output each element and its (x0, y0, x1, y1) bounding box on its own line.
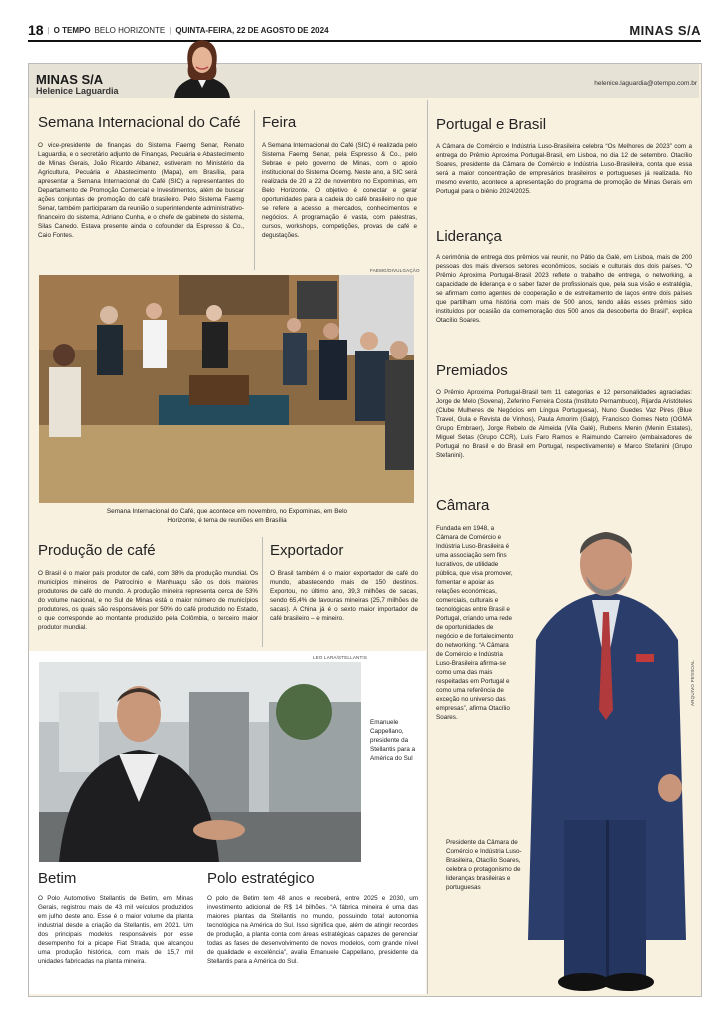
meeting-photo (39, 275, 414, 503)
article-semana-body: O vice-presidente de finanças do Sistema Faemg Senar, Renato Laguardia, e o secretário adjunto de Finanças, Pecuária e Abastecimento de Minas Gerais, João Ricardo Albanez, estiveram no Ministério da Agricultura, Pecuária e Abastecimento (Mapa), em Brasília, para apresentar a Semana Internacional do Café (SIC) a representantes do Departamento de Promoção Comercial e Investimentos, além de buscar ações conjuntas de promoção do café brasileiro. Pelo Sistema Faemg Senar, também participaram da reunião o superintendente administrativo-financeiro do sistema, Adriano Cunha, e o chefe de gabinete do sistema, Silas Canedo. Estava presente ainda o cofounder da Espresso & Co., Caio Fontes. (38, 142, 244, 239)
headline-polo: Polo estratégico (207, 870, 315, 887)
cappellano-photo (39, 662, 361, 862)
headline-lideranca: Liderança (436, 228, 502, 245)
headline-camara: Câmara (436, 497, 490, 514)
section-tag: MINAS S/A (629, 22, 701, 38)
photo-credit-meeting: FAEMG/DIVULGAÇÃO (370, 268, 420, 273)
page-number: 18 (28, 22, 44, 38)
headline-portugal: Portugal e Brasil (436, 116, 547, 133)
otacilio-photo (518, 520, 696, 992)
photo-caption-cappellano: Emanuele Cappellano, presidente da Stellantis para a América do Sul (370, 719, 416, 762)
article-betim-body: O Polo Automotivo Stellantis de Betim, em Minas Gerais, registrou mais de 43 mil veículos produzidos em julho deste ano. Esse é o maior volume da planta industrial desde a criação da Stellantis, em 2021. Um dos principais modelos responsáveis por esse desempenho foi a picape Fiat Strada, que alcançou uma produção histórica, com mais de 15,7 mil unidades fabricadas na planta mineira. (38, 895, 193, 965)
headline-exportador: Exportador (270, 542, 344, 559)
page-header (28, 21, 701, 39)
photo-credit-otacilio: ARQUIVO PESSOAL (690, 660, 695, 707)
author-email: helenice.laguardia@otempo.com.br (594, 80, 697, 87)
article-premiados-body: O Prêmio Aproxima Portugal-Brasil tem 11 categorias e 12 personalidades agraciadas: Jorge de Melo (Sovena), Zeferino Ferreira Costa (Instituto Pernambuco), Rijarda Aristóteles (Clube Mulheres de Negócios em Língua Portuguesa), Nuno Guedes Vaz Pires (Blue Travel, Gula e Revista de Vinhos), Paula Amorim (Galp), Francisco Gomes Neto (OGMA Grupo Embraer), Jorge Rebelo de Almeida (Vila Galé), Rubens Menin (Menin Estates), Miguel Setas (Grupo CCR), Luís Faro Ramos e Raimundo Carreiro (embaixadores de Portugal no Brasil e do Brasil em Portugal, respectivamente) e Marco Stefanini (Grupo Stefanini). (436, 389, 692, 459)
photo-caption-otacilio: Presidente da Câmara de Comércio e Indústria Luso-Brasileira, Otacílio Soares, celebra o protagonismo de lideranças brasileiras e portuguesas (446, 839, 522, 891)
article-polo-body: O polo de Betim tem 48 anos e receberá, entre 2025 e 2030, um investimento adicional de R$ 14 bilhões. “A fábrica mineira é uma das maiores plantas da Stellantis no mundo, possuindo total autonomia tecnológica na América do Sul. Isso significa que, além de atingir recordes de produção, a planta conta com áreas estratégicas capazes de gerenciar todas as fases de desenvolvimento de novos modelos, com grande nível de qualidade e excelência”, avalia Emanuele Cappellano, presidente da Stellantis para a América do Sul. (207, 895, 418, 965)
article-portugal-body: A Câmara de Comércio e Indústria Luso-Brasileira celebra “Os Melhores de 2023” com a entrega do Prêmio Aproxima Portugal-Brasil, em Lisboa, no dia 12 de setembro. Otacílio Soares, presidente da Câmara de Comércio e Indústria Luso-Brasileira, conta que essa será a maior concentração de empresários brasileiros e portugueses já realizada. No mesmo evento, acontece a apresentação do programa de promoção de Minas Gerais em Portugal para o biênio 2024/2025. (436, 143, 692, 195)
headline-producao: Produção de café (38, 542, 156, 559)
header-rule (28, 40, 701, 42)
page-header-left: 18 | O TEMPO BELO HORIZONTE | QUINTA-FEIRA, 22 DE AGOSTO DE 2024 (28, 22, 329, 38)
photo-credit-stellantis: LEO LARA/STELLANTIS (313, 655, 368, 660)
publication-date: QUINTA-FEIRA, 22 DE AGOSTO DE 2024 (175, 25, 329, 35)
column-divider (254, 110, 255, 270)
photo-caption-meeting: Semana Internacional do Café, que acontece em novembro, no Expominas, em Belo Horizonte, é tema de reuniões em Brasília (106, 508, 348, 524)
column-name: MINAS S/A (36, 72, 104, 87)
headline-premiados: Premiados (436, 362, 508, 379)
headline-betim: Betim (38, 870, 77, 887)
article-producao-body: O Brasil é o maior país produtor de café, com 38% da produção mundial. Os municípios mineiros de Patrocínio e Manhuaçu são os dois maiores produtores de café do mundo. A produção mineira representa cerca de 53% do volume nacional, e no Sul de Minas está o maior número de municípios produtores, os quais são responsáveis por 50% do café produzido no Estado, o que corresponde ao montante produzido pela Colômbia, o terceiro maior produtor mundial. (38, 570, 258, 631)
column-divider (262, 537, 263, 647)
column-author: Helenice Laguardia (36, 86, 119, 96)
publication-name: O TEMPO (53, 25, 91, 35)
article-feira-body: A Semana Internacional do Café (SIC) é realizada pelo Sistema Faemg Senar, pela Espresso & Co., pelo Sebrae e pelo governo de Minas, com o apoio institucional do Sistema Ocemg. Neste ano, a SIC será realizada de 20 a 22 de novembro no Expominas, em Belo Horizonte. O objetivo é conectar e gerar oportunidades para a cadeia do café brasileiro no que se refere a acesso a mercados, conhecimentos e negócios. A programação é vasta, com palestras, cursos, workshops, competições, provas de café e degustações. (262, 142, 417, 239)
headline-semana: Semana Internacional do Café (38, 114, 241, 131)
publication-city: BELO HORIZONTE (94, 25, 166, 35)
article-exportador-body: O Brasil também é o maior exportador de café do mundo, abastecendo mais de 150 destinos. Exportou, no último ano, 39,3 milhões de sacas, sendo 65,4% de lavouras mineiras (25,7 milhões de sacas). A China já é o sexto maior importador de café brasileiro – e mineiro. (270, 570, 418, 622)
columnist-portrait (166, 36, 238, 98)
column-divider (427, 100, 428, 994)
article-lideranca-body: A cerimônia de entrega dos prêmios vai reunir, no Pátio da Galé, em Lisboa, mais de 200 pessoas dos mais diversos setores econômicos, sociais e culturais dos dois países. “O Prêmio Aproxima Portugal-Brasil 2023 reflete o trabalho de entrega, o networking, a capacidade de liderança e o saber fazer de profissionais que, pela sua visão e estratégia, se afirmam como agentes de cooperação e de estreitamento de laços entre dois países que partilham uma história com mais de 500 anos, tendo aliás esses prêmios sido instituídos por ocasião da comemoração dos 500 anos da descoberta do Brasil”, explica Otacílio Soares. (436, 254, 692, 324)
article-camara-body: Fundada em 1948, a Câmara de Comércio e Indústria Luso-Brasileira é uma associação sem fins lucrativos, de utilidade pública, que visa promover, fomentar e apoiar as relações económicas, comerciais, culturais e tecnológicas entre Brasil e Portugal, criando uma rede de oportunidades de negócio e de fortalecimento do networking. “A Câmara de Comércio e Indústria Luso-Brasileira afirma-se como uma das mais respeitadas em Portugal e como uma referência de exceção no universo das empresas”, afirma Otacílio Soares. (436, 525, 514, 721)
headline-feira: Feira (262, 114, 297, 131)
